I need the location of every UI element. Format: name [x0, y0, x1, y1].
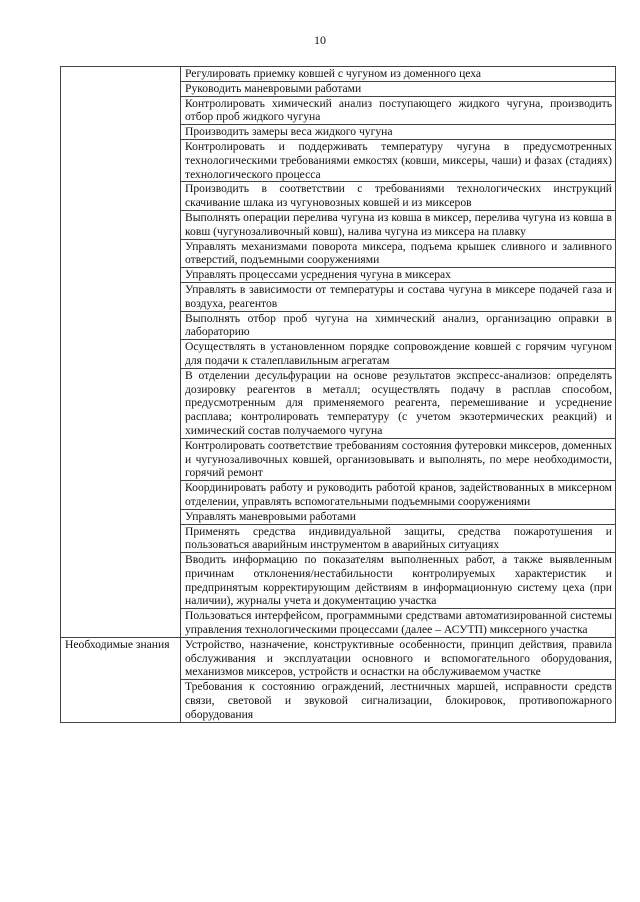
skills-section — [61, 67, 616, 638]
table-cell: Контролировать химический анализ поступающего жидкого чугуна, производить отбор проб жидкого чугуна — [181, 96, 616, 125]
table-cell: Контролировать и поддерживать температуру чугуна в предусмотренных технологическими требованиями емкостях (ковши, миксеры, чаши) и фазах (стадиях) технологического процесса — [181, 139, 616, 181]
table-cell: Производить замеры веса жидкого чугуна — [181, 125, 616, 140]
table-cell: Вводить информацию по показателям выполненных работ, а также выявленным причинам отклонения/нестабильности контролируемых характеристик и предпринятым корректирующим действиям в информационную систему цеха (при наличии), журналы учета и документацию участка — [181, 553, 616, 609]
table-cell: Руководить маневровыми работами — [181, 81, 616, 96]
table-cell: Пользоваться интерфейсом, программными средствами автоматизированной системы управления технологическими процессами (далее – АСУТП) миксерного участка — [181, 609, 616, 638]
table-cell: Управлять в зависимости от температуры и состава чугуна в миксере подачей газа и воздуха, реагентов — [181, 282, 616, 311]
knowledge-section — [61, 637, 616, 722]
table-cell: Контролировать соответствие требованиям состояния футеровки миксеров, доменных и чугунозаливочных ковшей, организовывать и выполнять, по мере необходимости, горячий ремонт — [181, 438, 616, 480]
table-row — [61, 637, 616, 679]
table-cell: В отделении десульфурации на основе результатов экспресс-анализов: определять дозировку реагентов в металл; осуществлять подачу в расплав способом, предусмотренным для применяемого реагента, перемешивание и усреднение расплава; контролировать температуру (с учетом экзотермических реакций) и химический состав получаемого чугуна — [181, 368, 616, 438]
row-group-label — [61, 67, 181, 638]
table-cell: Выполнять операции перелива чугуна из ковша в миксер, перелива чугуна из ковша в ковш (чугунозаливочный ковш), налива чугуна из миксера на плавку — [181, 210, 616, 239]
table-cell: Требования к состоянию ограждений, лестничных маршей, исправности средств связи, световой и звуковой сигнализации, блокировок, противопожарного оборудования — [181, 680, 616, 722]
table-cell: Управлять механизмами поворота миксера, подъема крышек сливного и заливного отверстий, подъемными сооружениями — [181, 239, 616, 268]
table-cell: Устройство, назначение, конструктивные особенности, принцип действия, правила обслуживания и эксплуатации основного и вспомогательного оборудования, механизмов миксеров, устройств и оснастки на обслуживаемом участке — [181, 637, 616, 679]
table-cell: Управлять процессами усреднения чугуна в миксерах — [181, 268, 616, 283]
table-cell: Производить в соответствии с требованиями технологических инструкций скачивание шлака из чугуновозных ковшей и из миксеров — [181, 182, 616, 211]
requirements-table — [60, 66, 616, 723]
row-group-label: Необходимые знания — [61, 637, 181, 722]
table-cell: Координировать работу и руководить работой кранов, задействованных в миксерном отделении, управлять вспомогательными подъемными сооружениями — [181, 481, 616, 510]
table-cell: Выполнять отбор проб чугуна на химический анализ, организацию оправки в лабораторию — [181, 311, 616, 340]
table-cell: Регулировать приемку ковшей с чугуном из доменного цеха — [181, 67, 616, 82]
table-row — [61, 67, 616, 82]
page-number: 10 — [314, 33, 326, 47]
table-cell: Применять средства индивидуальной защиты, средства пожаротушения и пользоваться аварийным инструментом в аварийных ситуациях — [181, 524, 616, 553]
table-cell: Осуществлять в установленном порядке сопровождение ковшей с горячим чугуном для подачи к сталеплавильным агрегатам — [181, 340, 616, 369]
table-cell: Управлять маневровыми работами — [181, 509, 616, 524]
